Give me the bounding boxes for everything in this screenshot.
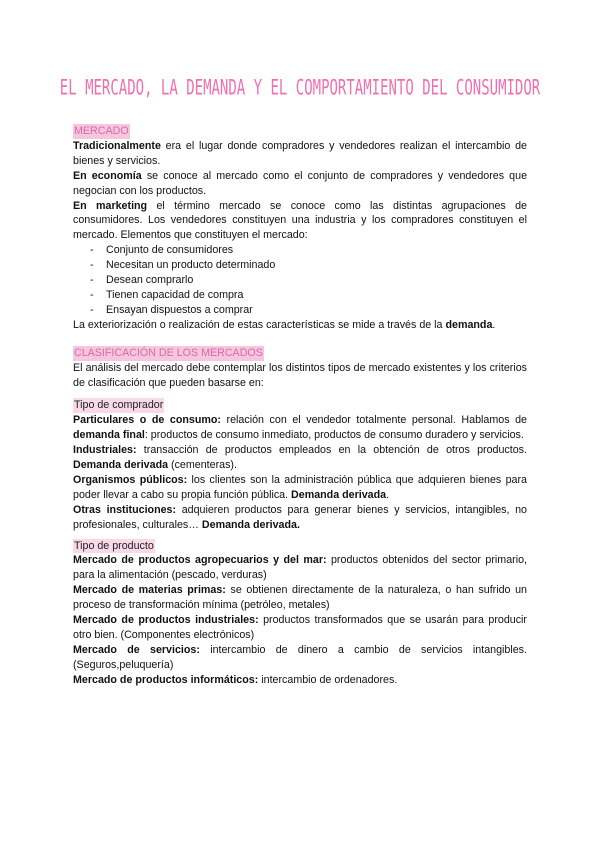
subheading-tipo-comprador: Tipo de comprador bbox=[74, 399, 164, 412]
paragraph: Organismos públicos: los clientes son la administración pública que adquieren bienes para poder llevar a cabo su propia función pública. Demanda derivada. bbox=[73, 473, 527, 501]
paragraph: Mercado de servicios: intercambio de dinero a cambio de servicios intangibles. (Seguros,peluquería) bbox=[73, 643, 527, 671]
list-item: - Ensayan dispuestos a comprar bbox=[73, 303, 527, 318]
elements-list bbox=[73, 243, 527, 318]
section-heading-mercado: MERCADO bbox=[74, 125, 129, 137]
paragraph: En economía se conoce al mercado como el conjunto de compradores y vendedores que negocian con los productos. bbox=[73, 169, 528, 197]
paragraph: El análisis del mercado debe contemplar los distintos tipos de mercado existentes y los criterios de clasificación que pueden basarse en: bbox=[73, 361, 527, 389]
paragraph: En marketing el término mercado se conoce como las distintas agrupaciones de consumidores. Los vendedores constituyen una industria y los compradores constituyen el mercado. Elementos que constituyen el mercado: bbox=[73, 199, 527, 242]
paragraph: Mercado de productos industriales: productos transformados que se usarán para producir otro bien. (Componentes electrónicos) bbox=[73, 614, 527, 641]
paragraph: Mercado de productos informáticos: intercambio de ordenadores. bbox=[73, 673, 398, 686]
paragraph: Mercado de materias primas: se obtienen directamente de la naturaleza, o han sufrido un proceso de transformación mínima (petróleo, metales) bbox=[73, 584, 527, 612]
paragraph: Particulares o de consumo: relación con el vendedor totalmente personal. Hablamos de demanda final: productos de consumo inmediato, productos de consumo duradero y servicios. bbox=[73, 414, 527, 442]
document-body bbox=[73, 124, 527, 688]
paragraph: Otras instituciones: adquieren productos para generar bienes y servicios, intangibles, no profesionales, culturales… Demanda derivada. bbox=[73, 503, 527, 531]
list-item: - Necesitan un producto determinado bbox=[73, 258, 527, 273]
paragraph: Industriales: transacción de productos empleados en la obtención de otros productos. Demanda derivada (cementeras). bbox=[73, 444, 527, 472]
list-item: - Conjunto de consumidores bbox=[73, 243, 527, 258]
list-item: - Tienen capacidad de compra bbox=[73, 288, 527, 303]
paragraph: Tradicionalmente era el lugar donde compradores y vendedores realizan el intercambio de bienes y servicios. bbox=[73, 139, 527, 167]
section-heading-clasificacion: CLASIFICACIÓN DE LOS MERCADOS bbox=[74, 346, 263, 359]
list-item: - Desean comprarlo bbox=[73, 273, 527, 288]
subheading-tipo-producto: Tipo de producto bbox=[74, 539, 154, 552]
paragraph: Mercado de productos agropecuarios y del mar: productos obtenidos del sector primario, para la alimentación (pescado, verduras) bbox=[73, 554, 527, 582]
page-title: EL MERCADO, LA DEMANDA Y EL COMPORTAMIENTO DEL CONSUMIDOR bbox=[59, 76, 541, 101]
paragraph: La exteriorización o realización de estas características se mide a través de la demanda. bbox=[73, 318, 496, 331]
